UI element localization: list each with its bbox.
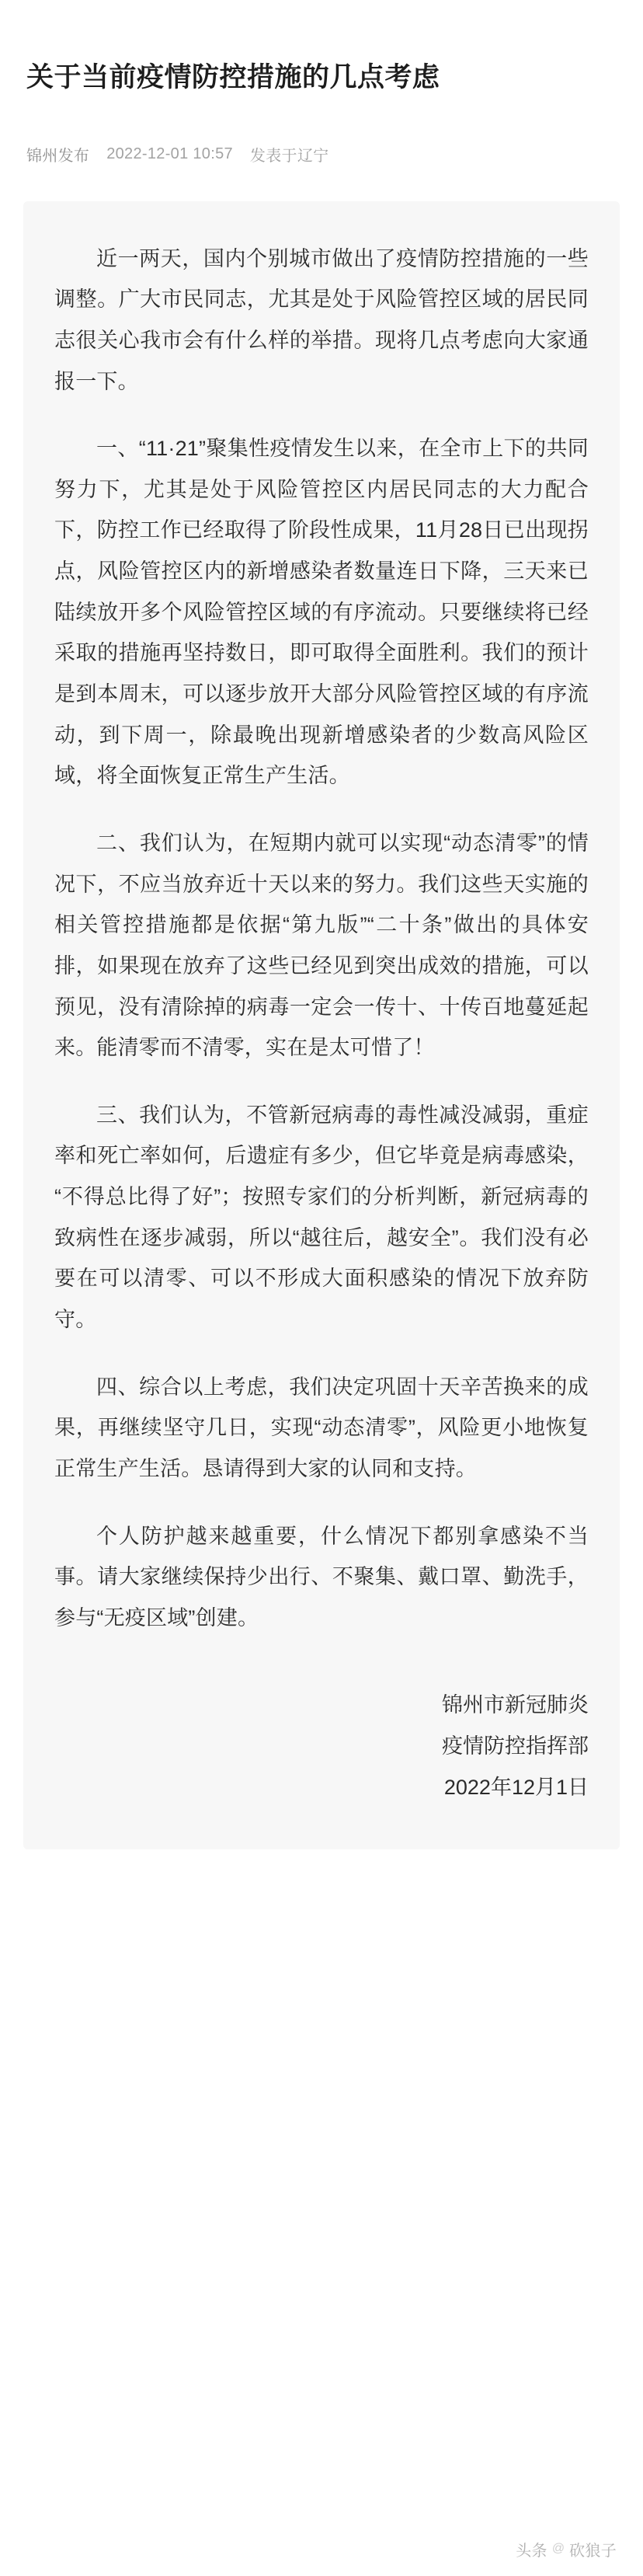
footer-attribution bbox=[0, 2522, 643, 2576]
article-paragraph: 近一两天，国内个别城市做出了疫情防控措施的一些调整。广大市民同志，尤其是处于风险管控区域的居民同志很关心我市会有什么样的举措。现将几点考虑向大家通报一下。 bbox=[54, 246, 589, 393]
signature-line-date: 2022年12月1日 bbox=[443, 1775, 589, 1799]
article-body-card bbox=[23, 201, 620, 1850]
article-paragraph: 三、我们认为，不管新冠病毒的毒性减没减弱，重症率和死亡率如何，后遗症有多少，但它毕竟是病毒感染，“不得总比得了好”；按照专家们的分析判断，新冠病毒的致病性在逐步减弱，所以“越往后，越安全”。我们没有必要在可以清零、可以不形成大面积感染的情况下放弃防守。 bbox=[54, 1103, 589, 1331]
article-page bbox=[0, 18, 643, 2576]
footer-platform: 头条 bbox=[516, 2542, 547, 2560]
footer-separator: @ bbox=[551, 2542, 565, 2556]
article-paragraph: 二、我们认为，在短期内就可以实现“动态清零”的情况下，不应当放弃近十天以来的努力。我们这些天实施的相关管控措施都是依据“第九版”“二十条”做出的具体安排，如果现在放弃了这些已经见到突出成效的措施，可以预见，没有清除掉的病毒一定会一传十、十传百地蔓延起来。能清零而不清零，实在是太可惜了！ bbox=[54, 831, 589, 1060]
article-signature bbox=[54, 1685, 589, 1807]
article-meta bbox=[0, 117, 643, 166]
article-paragraph: 四、综合以上考虑，我们决定巩固十天辛苦换来的成果，再继续坚守几日，实现“动态清零”，风险更小地恢复正常生产生活。恳请得到大家的认同和支持。 bbox=[54, 1375, 589, 1480]
signature-line-issuer-1: 锦州市新冠肺炎 bbox=[442, 1693, 589, 1717]
article-paragraph: 个人防护越来越重要，什么情况下都别拿感染不当事。请大家继续保持少出行、不聚集、戴口罩、勤洗手，参与“无疫区域”创建。 bbox=[54, 1524, 589, 1630]
article-paragraph: 一、“11·21”聚集性疫情发生以来，在全市上下的共同努力下，尤其是处于风险管控区内居民同志的大力配合下，防控工作已经取得了阶段性成果，11月28日已出现拐点，风险管控区内的新增感染者数量连日下降，三天来已陆续放开多个风险管控区域的有序流动。只要继续将已经采取的措施再坚持数日，即可取得全面胜利。我们的预计是到本周末，可以逐步放开大部分风险管控区域的有序流动，到下周一，除最晚出现新增感染者的少数高风险区域，将全面恢复正常生产生活。 bbox=[54, 437, 589, 788]
meta-source: 锦州发布 bbox=[26, 147, 90, 165]
footer-author: 砍狼子 bbox=[569, 2542, 617, 2560]
signature-line-issuer-2: 疫情防控指挥部 bbox=[442, 1734, 589, 1759]
page-title: 关于当前疫情防控措施的几点考虑 bbox=[26, 62, 440, 93]
meta-timestamp: 2022-12-01 10:57 bbox=[106, 145, 233, 162]
meta-location: 发表于辽宁 bbox=[249, 147, 329, 165]
